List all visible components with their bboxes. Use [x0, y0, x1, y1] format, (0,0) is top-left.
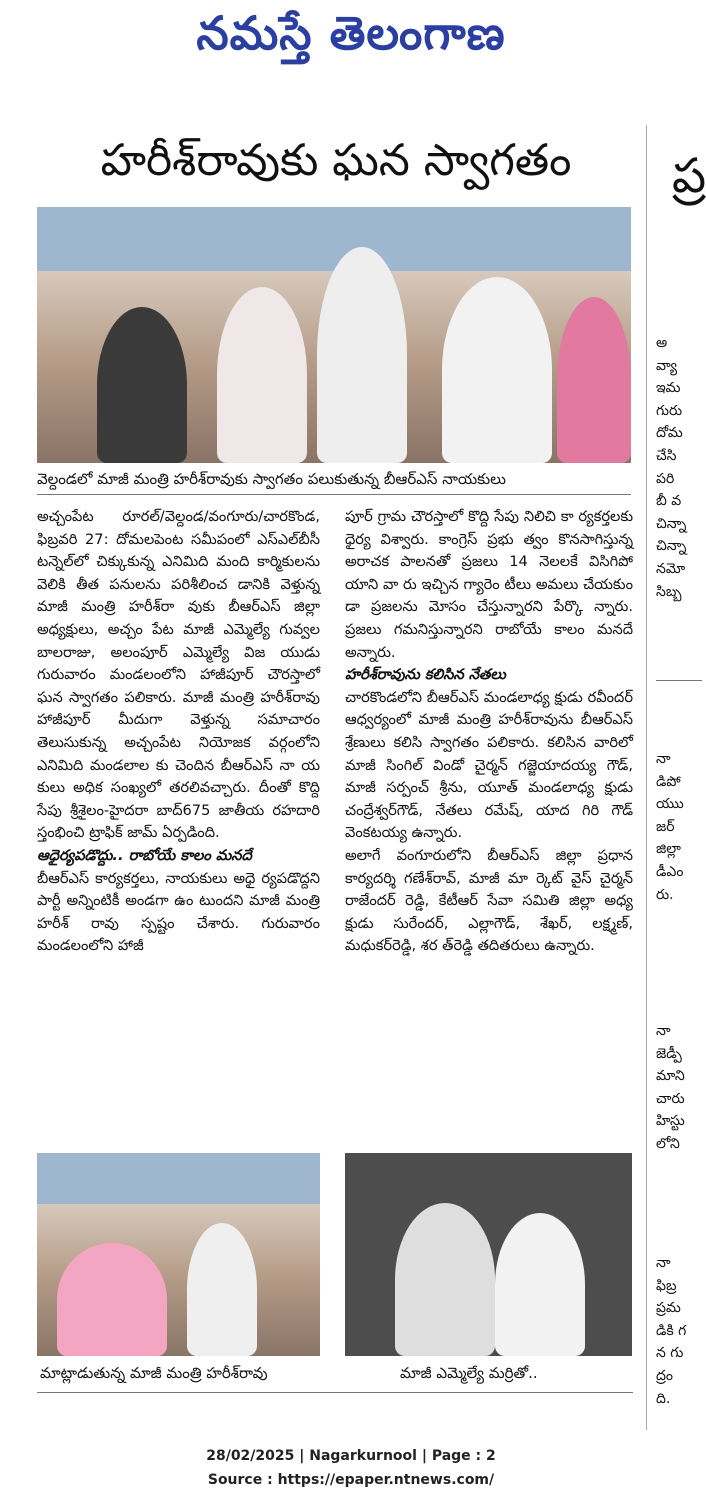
side-line: యుు [656, 796, 684, 813]
side-line: డిపో [656, 773, 681, 790]
photo-person [395, 1203, 495, 1356]
side-line: లోని [656, 1135, 680, 1152]
bottom-right-photo [345, 1153, 632, 1356]
side-headline-fragment: ప్ర [672, 148, 706, 204]
bottom-left-photo [37, 1153, 320, 1356]
side-line: చిన్నా [656, 538, 687, 555]
side-line: సిబ్బ [656, 583, 682, 600]
left-paragraph-2: బీఆర్‌ఎస్ కార్యకర్తలు, నాయకులు అధై ర్యపడొద్దని పార్టీ అన్నింటికీ అండగా ఉం టుందని మాజీ మంత్రి హరీశ్ రావు స్పష్టం చేశారు. గురువారం మండలంలోని హాజీ [37, 869, 320, 955]
side-line: వ్యా [656, 357, 678, 374]
left-column [37, 506, 320, 958]
photo-person [97, 307, 187, 463]
side-line: నా [656, 1255, 671, 1271]
side-line: డీఎం [656, 863, 684, 880]
photo-person [495, 1213, 585, 1356]
caption-rule [37, 494, 631, 495]
bottom-right-caption: మాజీ ఎమ్మెల్యే మర్రితో.. [400, 1364, 538, 1382]
side-line: చేసి [656, 447, 677, 464]
side-line: పరి [656, 470, 675, 487]
side-line: జెడ్పీ [656, 1045, 682, 1062]
side-line: నా [656, 751, 671, 767]
side-block-1 [656, 332, 702, 603]
photo-person [557, 297, 631, 463]
top-photo-caption: వెల్దండలో మాజీ మంత్రి హరీశ్‌రావుకు స్వాగతం పలుకుతున్న బీఆర్‌ఎస్ నాయకులు [37, 470, 506, 488]
masthead [0, 0, 702, 80]
right-subhead: హరీశ్‌రావును కలిసిన నేతలు [345, 666, 506, 684]
photo-person [57, 1243, 167, 1356]
side-line: గురు [656, 402, 683, 419]
side-line: బీ వ [656, 493, 682, 510]
footer-source: Source : https://epaper.ntnews.com/ [207, 1472, 495, 1488]
right-column [345, 506, 633, 958]
side-block-3 [656, 1020, 702, 1156]
column-divider [646, 125, 647, 1430]
top-photo [37, 207, 631, 463]
side-line: అ [656, 335, 668, 351]
side-line: ప్రమ [656, 1300, 681, 1317]
side-line: మాని [656, 1068, 685, 1085]
right-paragraph-3: అలాగే వంగూరులోని బీఆర్‌ఎస్ జిల్లా ప్రధాన కార్యదర్శి గణేశ్‌రావ్, మాజీ మా ర్కెట్ వైస్ చైర్మన్ రాజేందర్ రెడ్డి, కేటీఆర్ సేవా సమితి జిల్లా అధ్య క్షుడు సురేందర్, ఎల్లాగౌడ్, శేఖర్, లక్ష్మణ్, మధుకర్‌రెడ్డి, శర త్‌రెడ్డి తదితరులు ఉన్నారు. [345, 846, 633, 955]
footer [0, 1444, 702, 1492]
right-paragraph-2: చారకొండలోని బీఆర్‌ఎస్ మండలాధ్య క్షుడు రవీందర్ ఆధ్వర్యంలో మాజీ మంత్రి హరీశ్‌రావును బీఆర్‌ఎస్ శ్రేణులు కలిసి స్వాగతం పలికారు. కలిసిన వారిలో మాజీ సింగిల్ విండో చైర్మన్ గజ్జెయాదయ్య గౌడ్, మాజీ సర్పంచ్ శ్రీను, యూత్ మండలాధ్య క్షుడు చంద్రేశ్వర్‌గౌడ్, నేతలు రమేష్, యాద గిరి గౌడ్ వెంకటయ్య ఉన్నారు. [345, 688, 633, 842]
side-line: ఇమ [656, 380, 681, 397]
side-line: ది. [656, 1390, 671, 1407]
right-paragraph-1: పూర్ గ్రామ చౌరస్తాలో కొద్ది సేపు నిలిచి కా ర్యకర్తలకు ధైర్య విశ్వారు. కాంగ్రెస్ ప్రభు త్వం కొనసాగిస్తున్న అరాచక పాలనతో ప్రజలు 14 నెలలకే విసిగిపో యాని వా రు ఇచ్చిన గ్యారెం టీలు అమలు చేయకుం డా ప్రజలను మోసం చేస్తున్నారని పేర్కొ న్నారు. ప్రజలు గమనిస్తున్నారని రాబోయే కాలం మనదే అన్నారు. [345, 508, 633, 661]
photo-person [442, 277, 552, 463]
side-line: నా [656, 1023, 671, 1039]
side-line: ద్రం [656, 1367, 673, 1384]
side-block-2 [656, 748, 702, 906]
bottom-left-caption: మాట్లాడుతున్న మాజీ మంత్రి హరీశ్‌రావు [40, 1364, 268, 1382]
footer-date-page: 28/02/2025 | Nagarkurnool | Page : 2 [206, 1448, 496, 1464]
bottom-rule [37, 1392, 633, 1393]
headline: హరీశ్‌రావుకు ఘన స్వాగతం [100, 135, 572, 186]
side-line: చిన్నా [656, 515, 687, 532]
side-line: హిస్టు [656, 1113, 685, 1130]
side-line: జిల్లా [656, 841, 681, 858]
side-block-4 [656, 1252, 702, 1410]
side-line: దోమ [656, 425, 683, 442]
side-line: డికి గ [656, 1322, 687, 1339]
side-line: జర్ [656, 818, 675, 835]
photo-person [187, 1223, 257, 1356]
left-subhead: ఆధైర్యపడొద్దు.. రాబోయే కాలం మనదే [37, 846, 252, 864]
left-paragraph-1: అచ్చంపేట రూరల్/వెల్దండ/వంగూరు/చారకొండ, ఫిబ్రవరి 27: దోమలపెంట సమీపంలో ఎస్‌ఎల్‌బీసీ టన్నెల్‌లో చిక్కుకున్న ఎనిమిది మంది కార్మికులను వెలికి తీత పనులను పరిశీలించ డానికి వెళ్తున్న మాజీ మంత్రి హరీశ్‌రా వుకు బీఆర్‌ఎస్ జిల్లా అధ్యక్షులు, అచ్చం పేట మాజీ ఎమ్మెల్యే గువ్వల బాలరాజు, అలంపూర్ ఎమ్మెల్యే విజ యుడు గురువారం మండలంలోని హాజీపూర్ చౌరస్తాలో ఘన స్వాగతం పలికారు. మాజీ మంత్రి హరీశ్‌రావు హాజీపూర్ మీదుగా వెళ్తున్న సమాచారం తెలుసుకున్న అచ్చంపేట నియోజక వర్గంలోని ఎనిమిది మండలాల కు చెందిన బీఆర్‌ఎస్ నా య కులు అధిక సంఖ్యలో తరలివచ్చారు. దీంతో కొద్ది సేపు శ్రీశైలం-హైదరా బాద్675 జాతీయ రహదారి స్తంభించి ట్రాఫిక్ జామ్ ఏర్పడింది. [37, 508, 320, 842]
side-rule [656, 680, 702, 681]
photo-person [317, 247, 407, 463]
side-line: చారు [656, 1090, 685, 1107]
photo-person [217, 287, 307, 463]
side-line: న గు [656, 1345, 684, 1362]
side-line: ఫిబ్ర [656, 1277, 677, 1294]
next-headline-fragment [36, 1405, 636, 1427]
side-line: నమో [656, 560, 686, 577]
side-line: రు. [656, 886, 674, 903]
masthead-title: నమస్తే తెలంగాణ [196, 6, 506, 60]
